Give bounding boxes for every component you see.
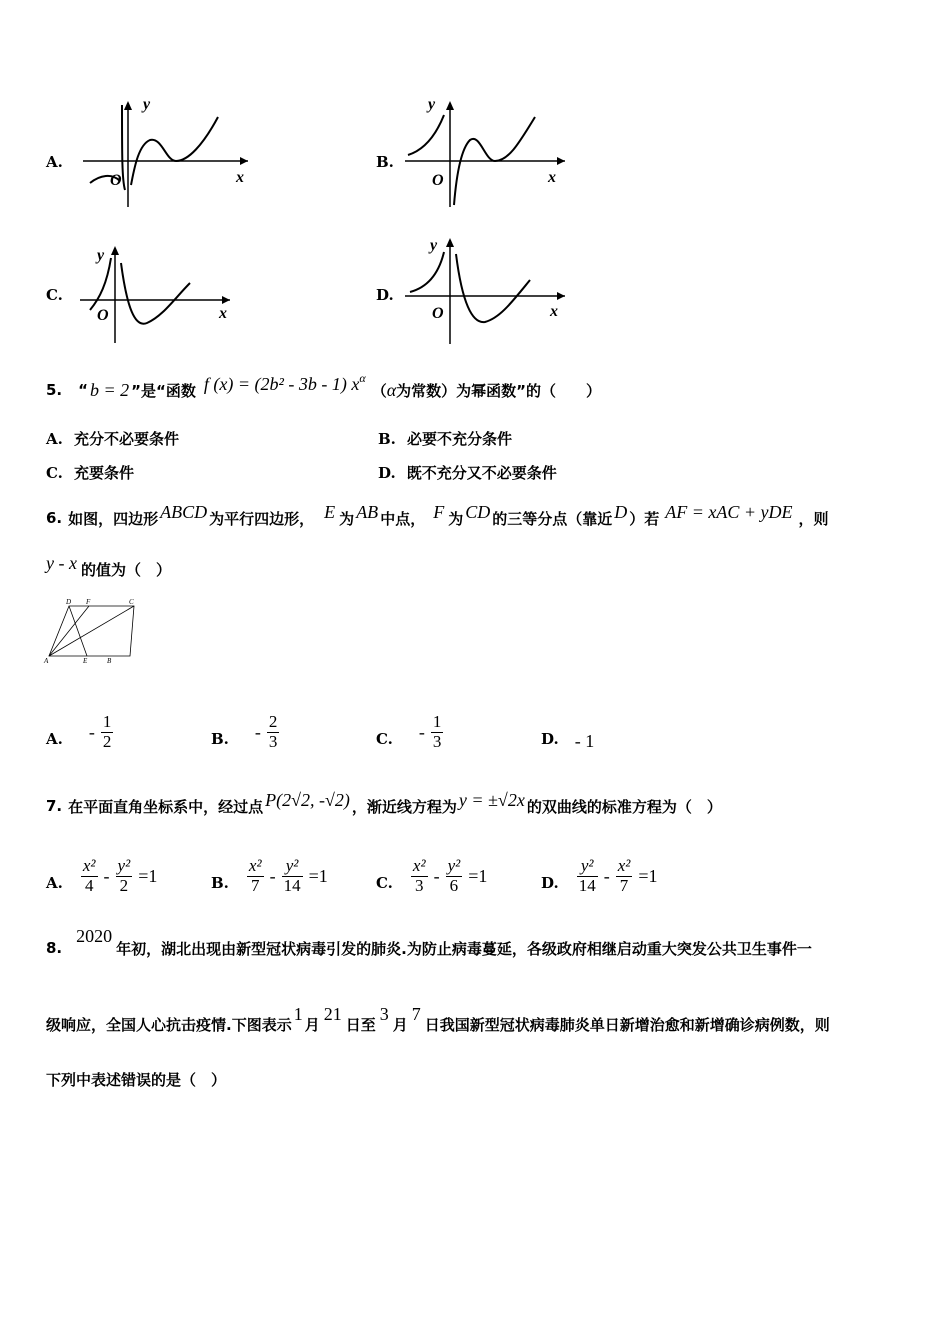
fraction-numerator: 2	[268, 711, 278, 731]
q5-open-quote: “	[78, 381, 88, 399]
option-label: A.	[46, 730, 63, 748]
option-fraction	[411, 857, 428, 895]
fraction-numerator: y²	[577, 857, 598, 877]
question-8	[46, 925, 926, 968]
option-fraction	[81, 857, 98, 895]
q6-abcd: ABCD	[160, 501, 208, 522]
option-fraction	[282, 857, 303, 895]
fig-label-c: C	[129, 598, 134, 606]
option-fraction	[577, 857, 598, 895]
option-label: C.	[376, 730, 393, 748]
fraction-denominator: 3	[414, 875, 424, 895]
option-rhs: =1	[138, 865, 158, 886]
option-fraction	[267, 713, 280, 751]
q7-option-d[interactable]	[541, 846, 664, 906]
q7-option-b[interactable]	[211, 846, 334, 906]
question-number: 6.	[46, 509, 63, 527]
option-fraction	[101, 713, 114, 751]
fraction-numerator: y²	[117, 855, 131, 875]
option-label: C.	[46, 464, 63, 482]
fig-label-d: D	[66, 598, 72, 606]
option-fraction	[431, 713, 444, 751]
q6-f: F	[433, 501, 445, 522]
q8-month-start: 1	[293, 1003, 303, 1024]
q8-month-end: 3	[379, 1003, 389, 1024]
origin-label: O	[432, 305, 444, 322]
q7-text: 在平面直角坐标系中，经过点	[68, 797, 264, 816]
q7-text: 的双曲线的标准方程为（ ）	[526, 797, 722, 816]
q5-exponent: α	[359, 370, 366, 385]
fraction-denominator: 14	[578, 875, 596, 895]
question-number: 7.	[46, 797, 63, 815]
axis-x-label: x	[548, 169, 556, 186]
option-text: 充分不必要条件	[73, 430, 179, 448]
graph-c	[75, 238, 240, 348]
option-text: 充要条件	[74, 464, 135, 482]
option-label: B.	[211, 874, 229, 892]
q6-option-c[interactable]	[376, 702, 449, 762]
q5-function: f (x) = (2b² - 3b - 1) x	[203, 373, 360, 394]
option-label: A.	[46, 874, 63, 892]
q5-text-mid: ”是“函数	[131, 381, 196, 400]
axis-x-label: x	[550, 303, 558, 320]
minus-sign: -	[433, 865, 440, 886]
q6-option-b[interactable]	[211, 702, 285, 762]
fraction-denominator: 7	[619, 875, 629, 895]
fraction-numerator: y²	[282, 857, 303, 877]
q5-condition: b = 2	[90, 379, 130, 400]
fraction-numerator: x²	[82, 855, 96, 875]
minus-sign: -	[603, 865, 610, 886]
q8-year: 2020	[76, 925, 113, 946]
q5-option-b[interactable]	[378, 428, 512, 449]
origin-label: O	[97, 307, 109, 324]
option-fraction	[116, 857, 133, 895]
graph-option-b[interactable]	[370, 95, 570, 215]
graph-option-a[interactable]	[40, 95, 244, 215]
q7-asymptote: y = ±√2x	[458, 789, 525, 810]
fig-label-e: E	[83, 657, 88, 665]
option-text: 必要不充分条件	[407, 430, 513, 448]
option-label: B.	[211, 730, 229, 748]
option-text: 既不充分又不必要条件	[406, 464, 557, 482]
option-sign: -	[254, 721, 261, 742]
q6-text: 为平行四边形，	[209, 509, 315, 528]
option-rhs: =1	[468, 865, 488, 886]
option-label: D.	[541, 730, 559, 748]
q8-text: 日至	[345, 1015, 376, 1034]
option-label: B.	[378, 430, 396, 448]
question-7	[46, 788, 926, 824]
option-fraction	[446, 857, 463, 895]
option-label: C.	[376, 874, 393, 892]
fraction-denominator: 7	[250, 875, 260, 895]
fig-label-a: A	[44, 657, 49, 665]
q6-ab: AB	[356, 501, 379, 522]
fig-label-b: B	[107, 657, 112, 665]
option-value: - 1	[574, 730, 595, 751]
q6-equation: AF = xAC + yDE	[665, 501, 793, 522]
q8-text: 下列中表述错误的是（ ）	[46, 1070, 227, 1089]
q6-text: 为	[339, 509, 355, 528]
q6-text: 的值为（ ）	[80, 560, 171, 579]
q8-day-start: 21	[323, 1003, 342, 1024]
q6-option-d[interactable]	[541, 702, 600, 762]
question-8-line3	[46, 1062, 226, 1096]
q6-text: 如图，四边形	[68, 509, 159, 528]
q6-option-a[interactable]	[46, 702, 119, 762]
question-number: 8.	[46, 939, 63, 957]
fraction-denominator: 2	[102, 731, 112, 751]
q5-text-end: 为常数）为幂函数”的（ ）	[396, 381, 602, 400]
fraction-numerator: 1	[102, 711, 112, 731]
axis-x-label: x	[219, 305, 227, 322]
origin-label: O	[432, 172, 444, 189]
q7-option-c[interactable]	[376, 846, 493, 906]
q8-text: 月	[304, 1015, 320, 1034]
q8-line1: 年初，湖北出现由新型冠状病毒引发的肺炎.为防止病毒蔓延，各级政府相继启动重大突发公共卫生事件一	[116, 939, 812, 958]
q7-point: P(2√2, -√2)	[265, 789, 350, 810]
graph-b	[400, 95, 575, 210]
option-label: D.	[376, 286, 394, 304]
fraction-numerator: x²	[248, 855, 262, 875]
fig-label-f: F	[86, 598, 91, 606]
q5-option-c[interactable]	[46, 462, 134, 483]
axis-y-label: y	[430, 237, 438, 254]
minus-sign: -	[103, 865, 110, 886]
q8-text: 级响应，全国人心抗击疫情.下图表示	[46, 1015, 292, 1034]
fraction-denominator: 6	[449, 875, 459, 895]
option-label: D.	[541, 874, 559, 892]
graph-option-d[interactable]	[370, 232, 570, 347]
q5-option-a[interactable]	[46, 428, 179, 449]
question-6	[46, 500, 926, 536]
axis-y-label: y	[428, 96, 436, 113]
fraction-denominator: 14	[283, 875, 301, 895]
fraction-denominator: 3	[268, 731, 278, 751]
question-6-line2	[46, 552, 171, 586]
parallelogram-figure	[42, 596, 142, 666]
option-rhs: =1	[638, 865, 658, 886]
q6-cd: CD	[465, 501, 491, 522]
origin-label: O	[110, 172, 122, 189]
q7-text: ，渐近线方程为	[351, 797, 457, 816]
q6-text: 为	[448, 509, 464, 528]
question-number: 5.	[46, 381, 63, 399]
minus-sign: -	[269, 865, 276, 886]
q5-alpha: α	[386, 379, 397, 400]
q6-text: ，则	[798, 509, 829, 528]
axis-y-label: y	[97, 247, 105, 264]
q7-option-a[interactable]	[46, 846, 163, 906]
q8-text: 日我国新型冠状病毒肺炎单日新增治愈和新增确诊病例数，则	[424, 1015, 830, 1034]
option-fraction	[247, 857, 264, 895]
option-rhs: =1	[308, 865, 328, 886]
q6-text: ）若	[629, 509, 660, 528]
q6-text: 中点，	[380, 509, 426, 528]
option-sign: -	[418, 721, 425, 742]
fraction-numerator: x²	[412, 855, 426, 875]
q8-text: 月	[392, 1015, 408, 1034]
q6-d: D	[614, 501, 628, 522]
graph-d	[400, 232, 575, 347]
option-label: B.	[376, 153, 394, 171]
option-label: A.	[46, 430, 63, 448]
axis-x-label: x	[236, 169, 244, 186]
q5-option-d[interactable]	[378, 462, 557, 483]
fraction-denominator: 3	[432, 731, 442, 751]
option-label: A.	[46, 153, 63, 171]
question-5	[46, 372, 926, 408]
fraction-numerator: y²	[447, 855, 461, 875]
fraction-numerator: x²	[617, 855, 631, 875]
graph-a	[78, 95, 253, 210]
axis-y-label: y	[143, 96, 151, 113]
q5-paren-open: （	[371, 381, 387, 400]
option-sign: -	[88, 721, 95, 742]
fraction-denominator: 4	[84, 875, 94, 895]
q8-day-end: 7	[411, 1003, 421, 1024]
q6-text: 的三等分点（靠近	[492, 509, 613, 528]
question-8-line2	[46, 1004, 926, 1044]
q6-e: E	[324, 501, 336, 522]
q6-expression: y - x	[46, 552, 77, 573]
option-fraction	[616, 857, 633, 895]
option-label: C.	[46, 286, 63, 304]
fraction-denominator: 2	[119, 875, 129, 895]
fraction-numerator: 1	[432, 711, 442, 731]
graph-option-c[interactable]	[40, 238, 240, 348]
option-label: D.	[378, 464, 396, 482]
